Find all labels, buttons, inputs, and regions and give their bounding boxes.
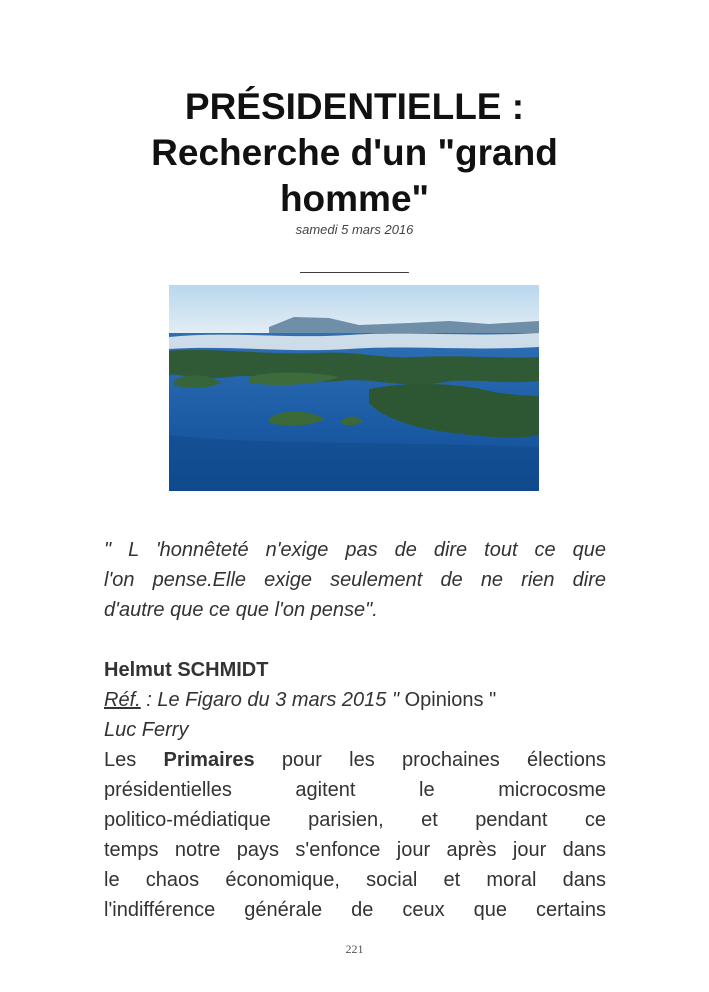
body-line: politico-médiatique parisien, et pendant ce [104, 809, 606, 831]
quote-line: " L 'honnêteté n'exige pas de dire tout ce que [104, 539, 606, 561]
body-line: l'indifférence générale de ceux que certains [104, 899, 606, 921]
publication-date: samedi 5 mars 2016 [295, 222, 414, 237]
separator-line: _____________ [300, 257, 409, 274]
article-body [104, 745, 606, 925]
body-line: présidentielles agitent le microcosme [104, 779, 606, 801]
body-line [104, 745, 606, 775]
quote-line: l'on pense.Elle exige seulement de ne rien dire [104, 569, 606, 591]
primaires-term: Primaires [163, 749, 255, 771]
body-line: le chaos économique, social et moral dans [104, 869, 606, 891]
title-line-2: Recherche d'un "grand [151, 132, 558, 173]
quote-line: d'autre que ce que l'on pense". [104, 599, 378, 621]
body-line1-start: Les [104, 749, 164, 771]
reference-label: Réf. [104, 689, 141, 711]
page-number: 221 [345, 942, 364, 956]
reference [104, 685, 606, 745]
body-line1-end: pour les prochaines élections [254, 749, 606, 771]
reference-author: Luc Ferry [104, 719, 189, 741]
document-title [100, 84, 609, 222]
fog-bank [169, 333, 539, 350]
title-line-3: homme" [279, 178, 430, 219]
quote [104, 535, 606, 625]
reference-section: Opinions " [399, 689, 497, 711]
body-line: temps notre pays s'enfonce jour après jour dans [104, 839, 606, 861]
reference-source: : Le Figaro du 3 mars 2015 " [140, 689, 400, 711]
title-line-1: PRÉSIDENTIELLE : [184, 86, 525, 127]
islands-photo [169, 285, 539, 491]
quote-author: Helmut SCHMIDT [104, 659, 269, 681]
